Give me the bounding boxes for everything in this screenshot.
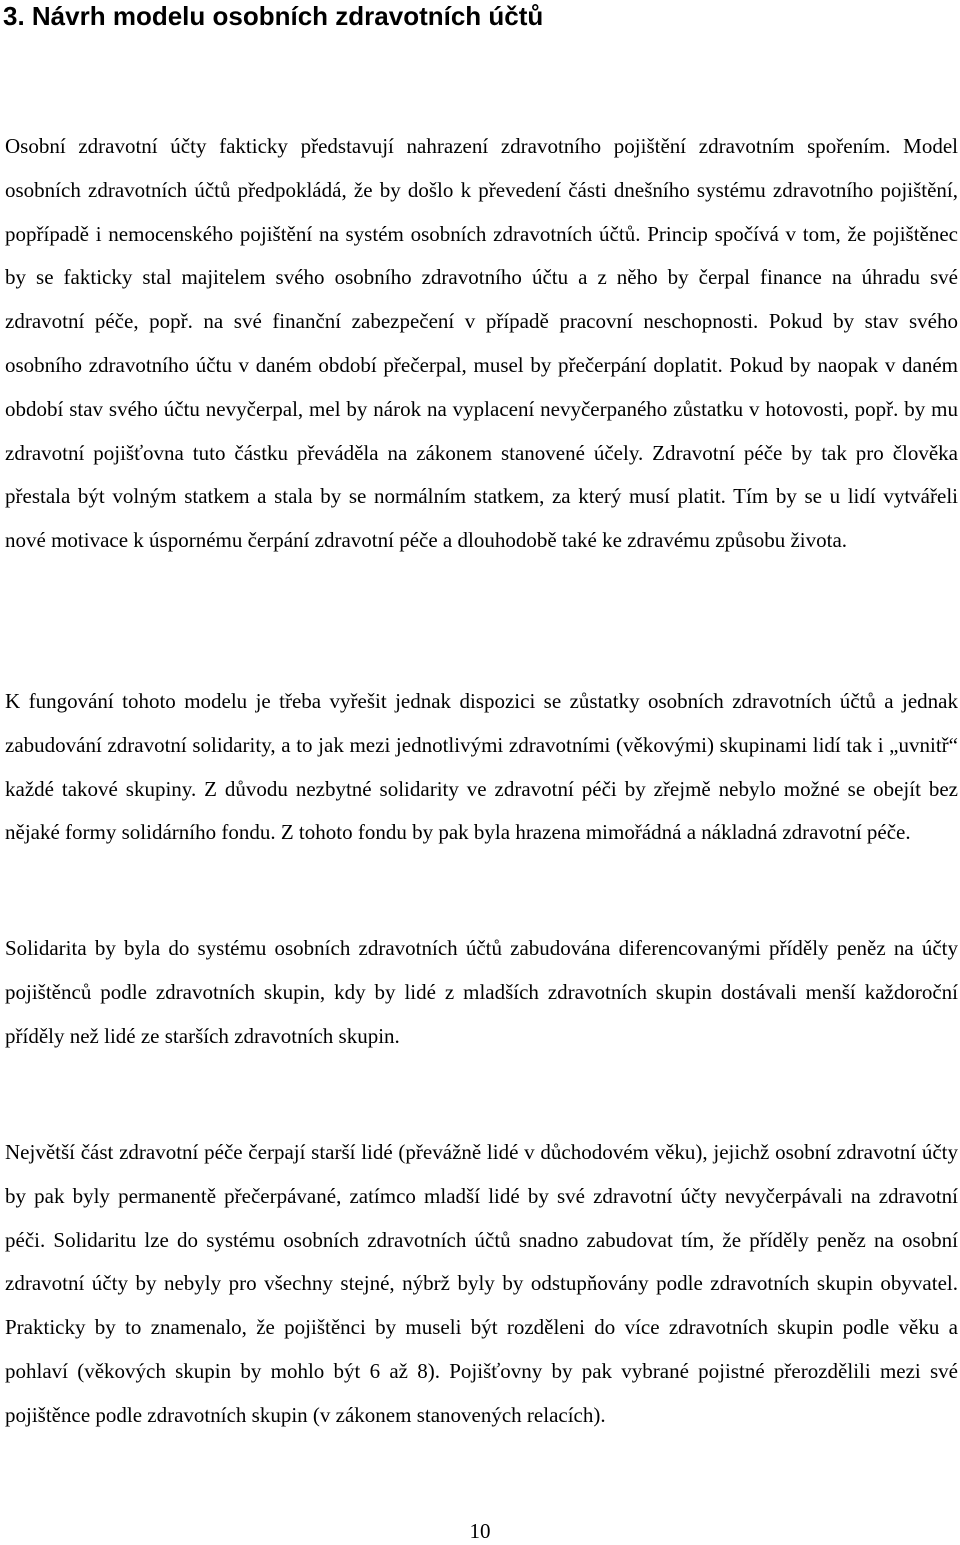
paragraph-personal-health-accounts: Osobní zdravotní účty fakticky představují nahrazení zdravotního pojištění zdravotním spořením. Model osobních zdravotních účtů předpokládá, že by došlo k převedení části dnešního systému zdravotního pojištění, popřípadě i nemocenského pojištění na systém osobních zdravotních účtů. Princip spočívá v tom, že pojištěnec by se fakticky stal majitelem svého osobního zdravotního účtu a z něho by čerpal finance na úhradu své zdravotní péče, popř. na své finanční zabezpečení v případě pracovní neschopnosti. Pokud by stav svého osobního zdravotního účtu v daném období přečerpal, musel by přečerpání doplatit. Pokud by naopak v daném období stav svého účtu nevyčerpal, mel by nárok na vyplacení nevyčerpaného zůstatku v hotovosti, popř. by mu zdravotní pojišťovna tuto částku převáděla na zákonem stanovené účely. Zdravotní péče by tak pro člověka přestala být volným statkem a stala by se normálním statkem, za který musí platit. Tím by se u lidí vytvářeli nové motivace k úspornému čerpání zdravotní péče a dlouhodobě také ke zdravému způsobu života. <box>5 134 958 553</box>
paragraph-elderly-consumption: Největší část zdravotní péče čerpají starší lidé (převážně lidé v důchodovém věku), jejichž osobní zdravotní účty by pak byly permanentě přečerpávané, zatímco mladší lidé by své zdravotní účty nevyčerpávali na zdravotní péči. Solidaritu lze do systému osobních zdravotních účtů snadno zabudovat tím, že příděly peněz na osobní zdravotní účty by nebyly pro všechny stejné, nýbrž byly by odstupňovány podle zdravotních skupin obyvatel. Prakticky by to znamenalo, že pojištěnci by museli být rozděleni do více zdravotních skupin podle věku a pohlaví (věkových skupin by mohlo být 6 až 8). Pojišťovny by pak vybrané pojistné přerozdělili mezi své pojištěnce podle zdravotních skupin (v zákonem stanovených relacích). <box>5 1140 958 1427</box>
paragraph-solidarity: Solidarita by byla do systému osobních zdravotních účtů zabudována diferencovanými příděly peněz na účty pojištěnců podle zdravotních skupin, kdy by lidé z mladších zdravotních skupin dostávali menší každoroční příděly než lidé ze starších zdravotních skupin. <box>5 936 958 1048</box>
paragraph-model-functioning: K fungování tohoto modelu je třeba vyřešit jednak dispozici se zůstatky osobních zdravotních účtů a jednak zabudování zdravotní solidarity, a to jak mezi jednotlivými zdravotními (věkovými) skupinami lidí tak i „uvnitř“ každé takové skupiny. Z důvodu nezbytné solidarity ve zdravotní péči by zřejmě nebylo možné se obejít bez nějaké formy solidárního fondu. Z tohoto fondu by pak byla hrazena mimořádná a nákladná zdravotní péče. <box>5 689 958 845</box>
page-number: 10 <box>469 1519 491 1543</box>
section-heading: 3. Návrh modelu osobních zdravotních účtů <box>3 1 544 31</box>
